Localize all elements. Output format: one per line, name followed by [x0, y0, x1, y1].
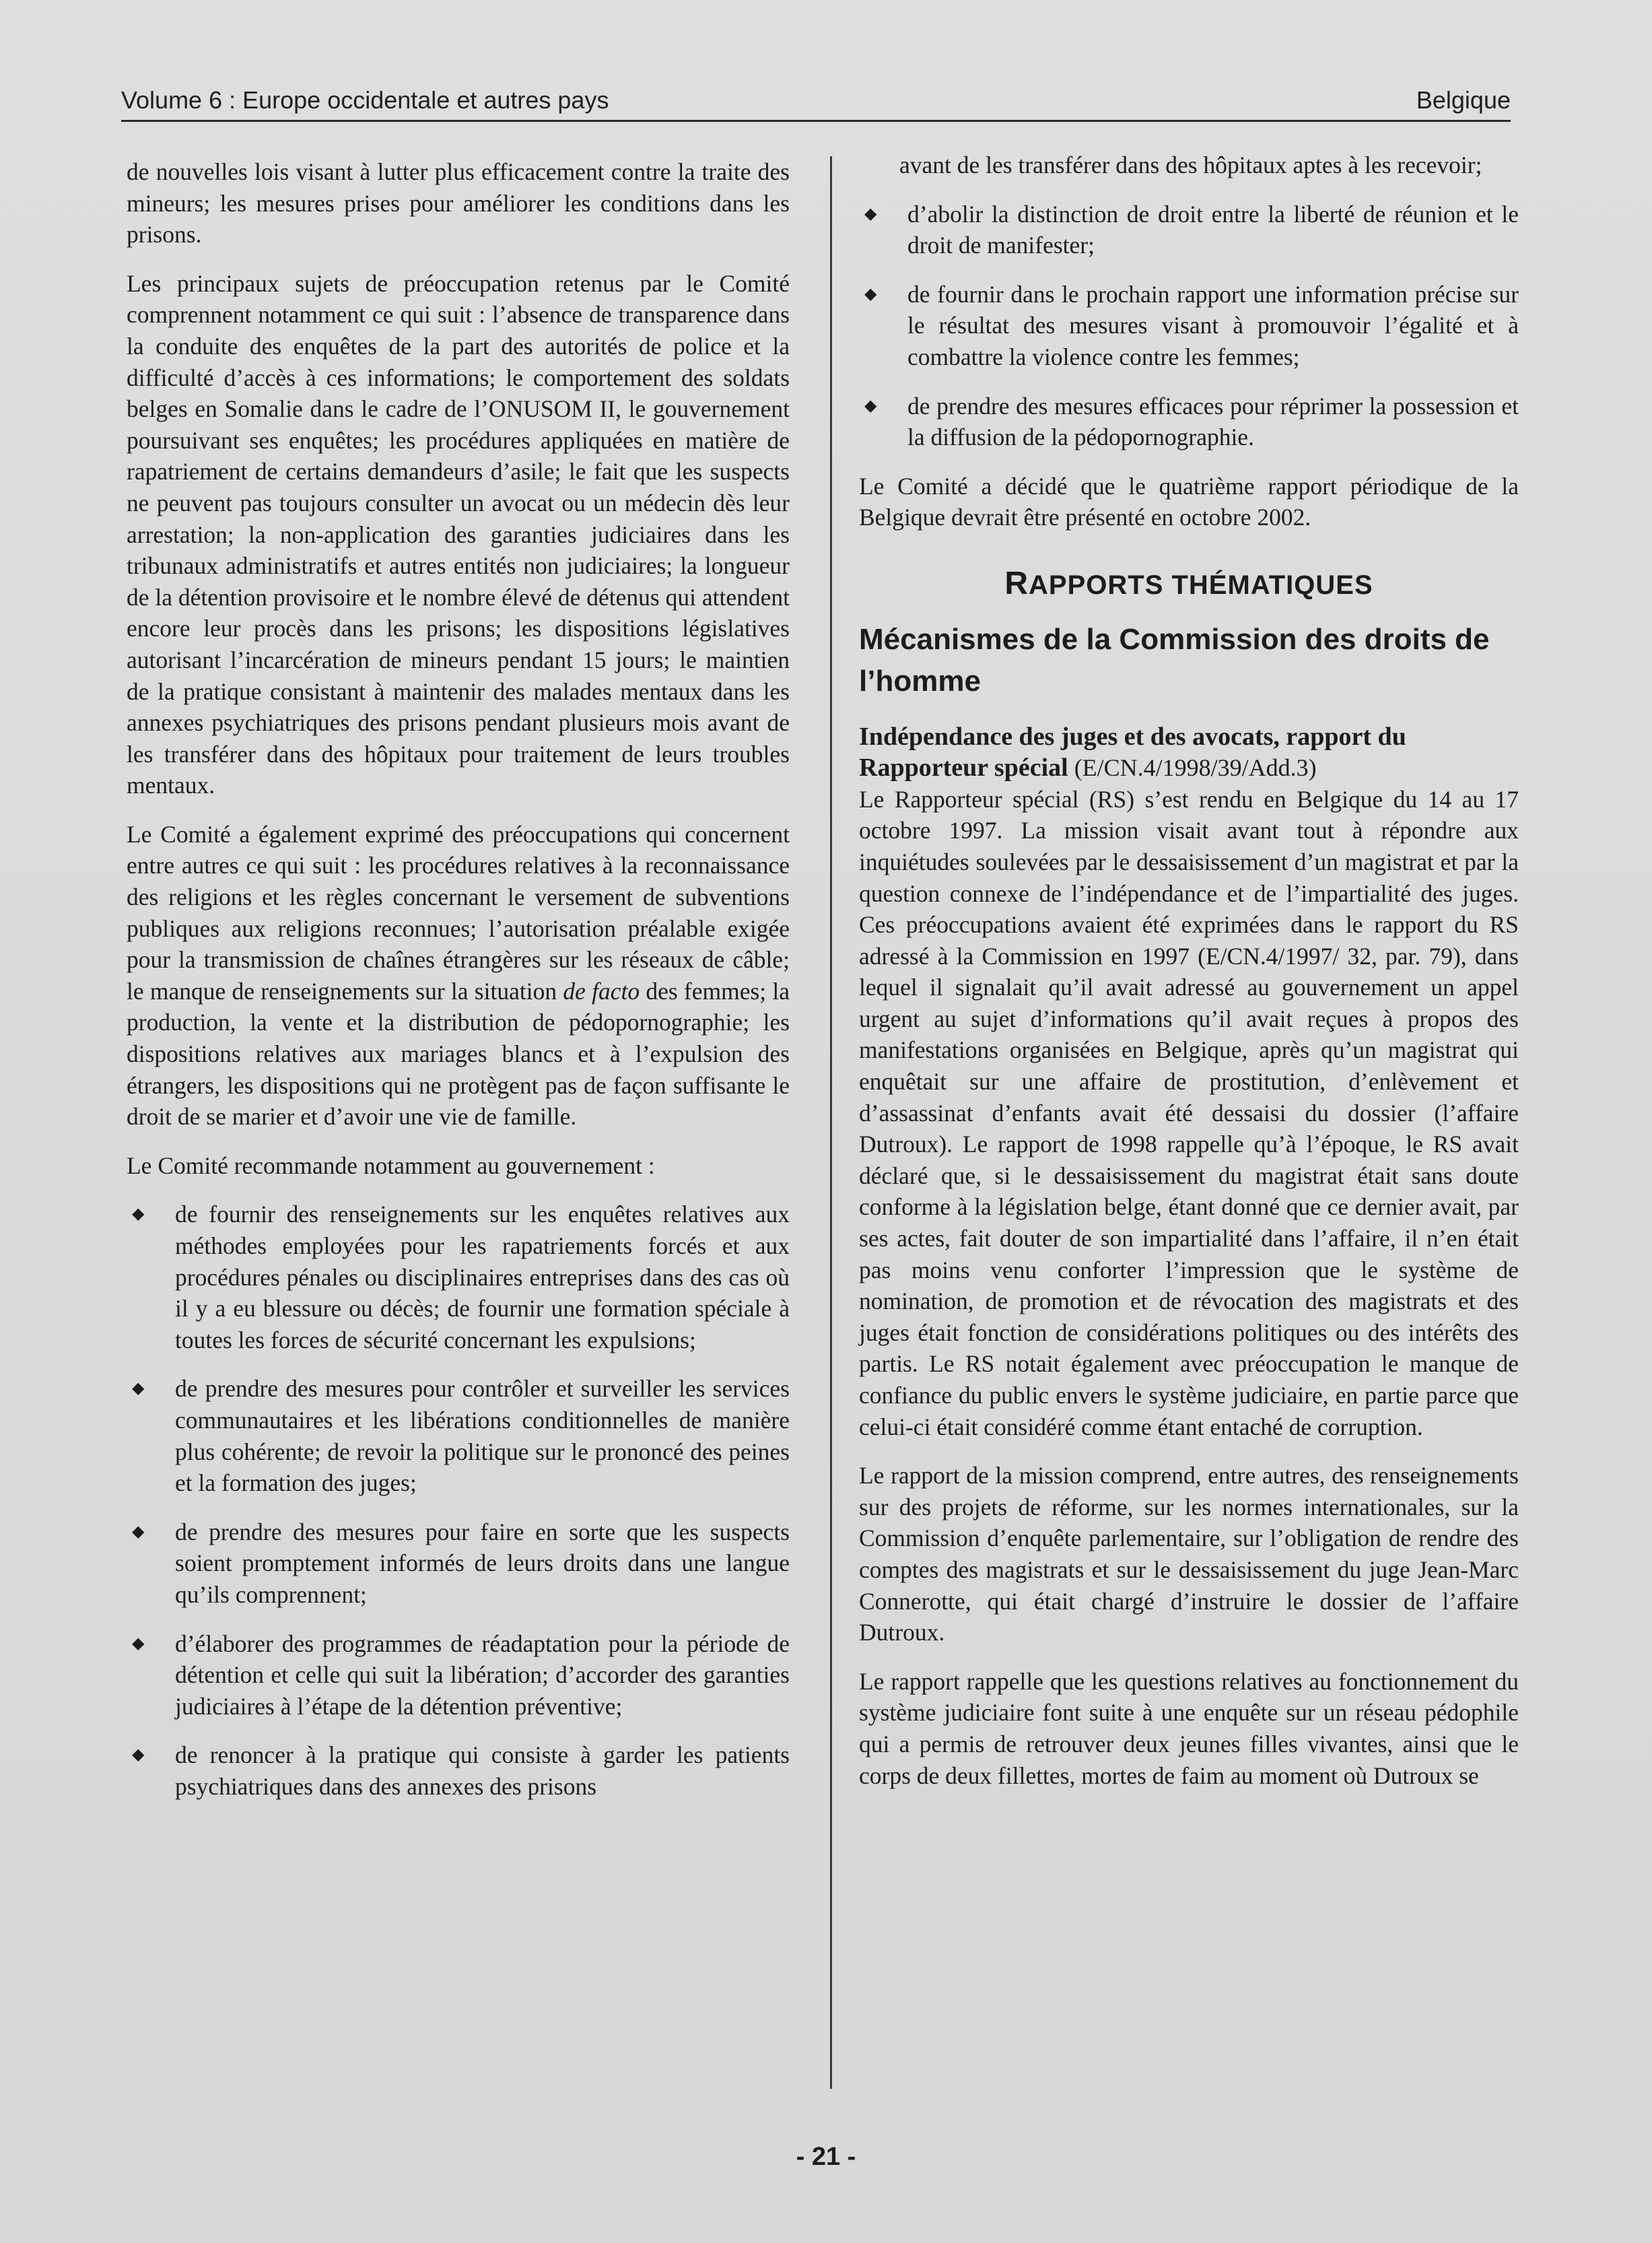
list-item-continuation: avant de les transférer dans des hôpitaux aptes à les recevoir;	[899, 152, 1482, 178]
list-item	[127, 1373, 790, 1498]
list-item-text: de prendre des mesures pour faire en sorte que les suspects soient promptement informés de leurs droits dans une langue qu’ils comprennent;	[175, 1518, 790, 1608]
list-item-text: d’abolir la distinction de droit entre la liberté de réunion et le droit de manifester;	[907, 200, 1519, 259]
left-column	[127, 156, 790, 1820]
section-title-initial: R	[1004, 565, 1029, 601]
diamond-bullet-icon: ◆	[132, 1746, 145, 1764]
report-reference: (E/CN.4/1998/39/Add.3)	[1068, 754, 1317, 782]
list-item	[127, 1739, 790, 1802]
list-item	[127, 1199, 790, 1355]
right-column	[859, 149, 1519, 1809]
list-item-text: de renoncer à la pratique qui consiste à garder les patients psychiatriques dans des annexes des prisons	[175, 1741, 790, 1800]
list-item	[859, 279, 1519, 373]
section-title	[859, 565, 1519, 601]
subsection-heading: Mécanismes de la Commission des droits de l’homme	[859, 622, 1490, 698]
list-item-text: de fournir dans le prochain rapport une information précise sur le résultat des mesures visant à promouvoir l’égalité et à combattre la violence contre les femmes;	[907, 280, 1519, 370]
section-title-rest: APPORTS THÉMATIQUES	[1029, 570, 1373, 600]
running-header	[121, 79, 1511, 122]
paragraph-judicial-questions: Le rapport rappelle que les questions relatives au fonctionnement du système judiciaire font suite à une enquête sur un réseau pédophile qui a permis de retrouver deux jeunes filles vivantes, ainsi que le corps de deux fillettes, mortes de faim au moment où Dutroux se	[859, 1667, 1519, 1789]
paragraph-recommendations-intro: Le Comité recommande notamment au gouvernement :	[127, 1151, 655, 1179]
list-item-text: de prendre des mesures pour contrôler et surveiller les services communautaires et les libérations conditionnelles de manière plus cohérente; de revoir la politique sur le prononcé des peines et la formation des juges;	[175, 1375, 790, 1497]
column-divider	[830, 156, 832, 2089]
list-item	[127, 1628, 790, 1722]
diamond-bullet-icon: ◆	[864, 397, 877, 415]
paragraph-intro-continuation: de nouvelles lois visant à lutter plus efficacement contre la traite des mineurs; les mesures prises pour améliorer les conditions dans les prisons.	[127, 158, 790, 248]
list-item	[859, 391, 1519, 453]
paragraph-other-concerns	[127, 819, 790, 1133]
recommendation-list-continued	[859, 199, 1519, 453]
header-volume-title: Volume 6 : Europe occidentale et autres pays	[121, 86, 609, 114]
paragraph-rapporteur-visit: Le Rapporteur spécial (RS) s’est rendu en Belgique du 14 au 17 octobre 1997. La mission visait avant tout à répondre aux inquiétudes soulevées par le dessaisissement d’un magistrat et par la question connexe de l’indépendance et de l’impartialité des juges. Ces préoccupations avaient été exprimées dans le rapport du RS adressé à la Commission en 1997 (E/CN.4/1997/ 32, par. 79), dans lequel il signalait qu’il avait adressé au gouvernement un appel urgent au sujet d’informations qu’il avait reçues à propos des manifestations organisées en Belgique, après qu’un magistrat qui enquêtait sur une affaire de prostitution, d’enlèvement et d’assassinat d’enfants avait été dessaisi du dossier (l’affaire Dutroux). Le rapport de 1998 rappelle qu’à l’époque, le RS avait déclaré que, si le dessaisissement du magistrat était sans doute conforme à la législation belge, étant donné que ce dernier avait, par ses actes, fait douter de son impartialité dans l’affaire, il n’en était pas moins venu conforter l’impression que le système de nomination, de promotion et de révocation des magistrats et des juges était fonction de considérations politiques ou des intérêts des partis. Le RS notait également avec préoccupation le manque de confiance du public envers le système judiciaire, en partie parce que celui-ci était considéré comme étant entaché de corruption.	[859, 785, 1519, 1440]
text-segment: des femmes; la production, la vente et la distribution de pédopornographie; les dispositions relatives aux mariages blancs et à l’expulsion des étrangers, les dispositions qui ne protègent pas de façon suffisante le droit de se marier et d’avoir une vie de famille.	[127, 977, 790, 1131]
diamond-bullet-icon: ◆	[132, 1380, 145, 1398]
report-heading-title: Indépendance des juges et des avocats, rapport du Rapporteur spécial	[859, 722, 1406, 782]
list-item	[859, 199, 1519, 261]
page-number: - 21 -	[796, 2143, 856, 2171]
report-heading	[859, 721, 1519, 784]
diamond-bullet-icon: ◆	[864, 205, 877, 223]
italic-term: de facto	[563, 977, 640, 1005]
paragraph-next-report: Le Comité a décidé que le quatrième rapport périodique de la Belgique devrait être présenté en octobre 2002.	[859, 472, 1519, 531]
text-segment: Le Comité a également exprimé des préoccupations qui concernent entre autres ce qui suit : les procédures relatives à la reconnaissance des religions et les règles concernant le versement de subventions publiques aux religions reconnues; l’autorisation préalable exigée pour la transmission de chaînes étrangères sur les réseaux de câble; le manque de renseignements sur la situation	[127, 820, 790, 1005]
diamond-bullet-icon: ◆	[132, 1522, 145, 1541]
recommendation-list	[127, 1199, 790, 1802]
list-item-text: de prendre des mesures efficaces pour réprimer la possession et la diffusion de la pédopornographie.	[907, 392, 1519, 451]
header-country: Belgique	[1416, 86, 1511, 114]
list-item-text: d’élaborer des programmes de réadaptation pour la période de détention et celle qui suit la libération; d’accorder des garanties judiciaires à l’étape de la détention préventive;	[175, 1630, 790, 1720]
paragraph-main-concerns: Les principaux sujets de préoccupation retenus par le Comité comprennent notamment ce qui suit : l’absence de transparence dans la conduite des enquêtes de la part des autorités de police et la difficulté d’accès à ces informations; le comportement des soldats belges en Somalie dans le cadre de l’ONUSOM II, le gouvernement poursuivant ses enquêtes; les procédures appliquées en matière de rapatriement de certains demandeurs d’asile; le fait que les suspects ne peuvent pas toujours consulter un avocat ou un médecin dès leur arrestation; la non-application des garanties judiciaires dans les tribunaux administratifs et autres entités non judiciaires; la longueur de la détention provisoire et le nombre élevé de détenus qui attendent encore leur procès dans les prisons; les dispositions législatives autorisant l’incarcération de mineurs pendant 15 jours; le maintien de la pratique consistant à maintenir des malades mentaux dans les annexes psychiatriques des prisons pendant plusieurs mois avant de les transférer dans des hôpitaux pour traitement de leurs troubles mentaux.	[127, 269, 790, 799]
list-item	[127, 1516, 790, 1611]
diamond-bullet-icon: ◆	[864, 285, 877, 303]
paragraph-mission-report: Le rapport de la mission comprend, entre autres, des renseignements sur des projets de réforme, sur les normes internationales, sur la Commission d’enquête parlementaire, sur l’obligation de rendre des comptes des magistrats et sur le dessaisissement du juge Jean-Marc Connerotte, qui était chargé d’instruire le dossier de l’affaire Dutroux.	[859, 1462, 1519, 1646]
diamond-bullet-icon: ◆	[132, 1634, 145, 1652]
diamond-bullet-icon: ◆	[132, 1205, 145, 1224]
list-item-text: de fournir des renseignements sur les enquêtes relatives aux méthodes employées pour les rapatriements forcés et aux procédures pénales ou disciplinaires entreprises dans des cas où il y a eu blessure ou décès; de fournir une formation spéciale à toutes les forces de sécurité concernant les expulsions;	[175, 1201, 790, 1353]
